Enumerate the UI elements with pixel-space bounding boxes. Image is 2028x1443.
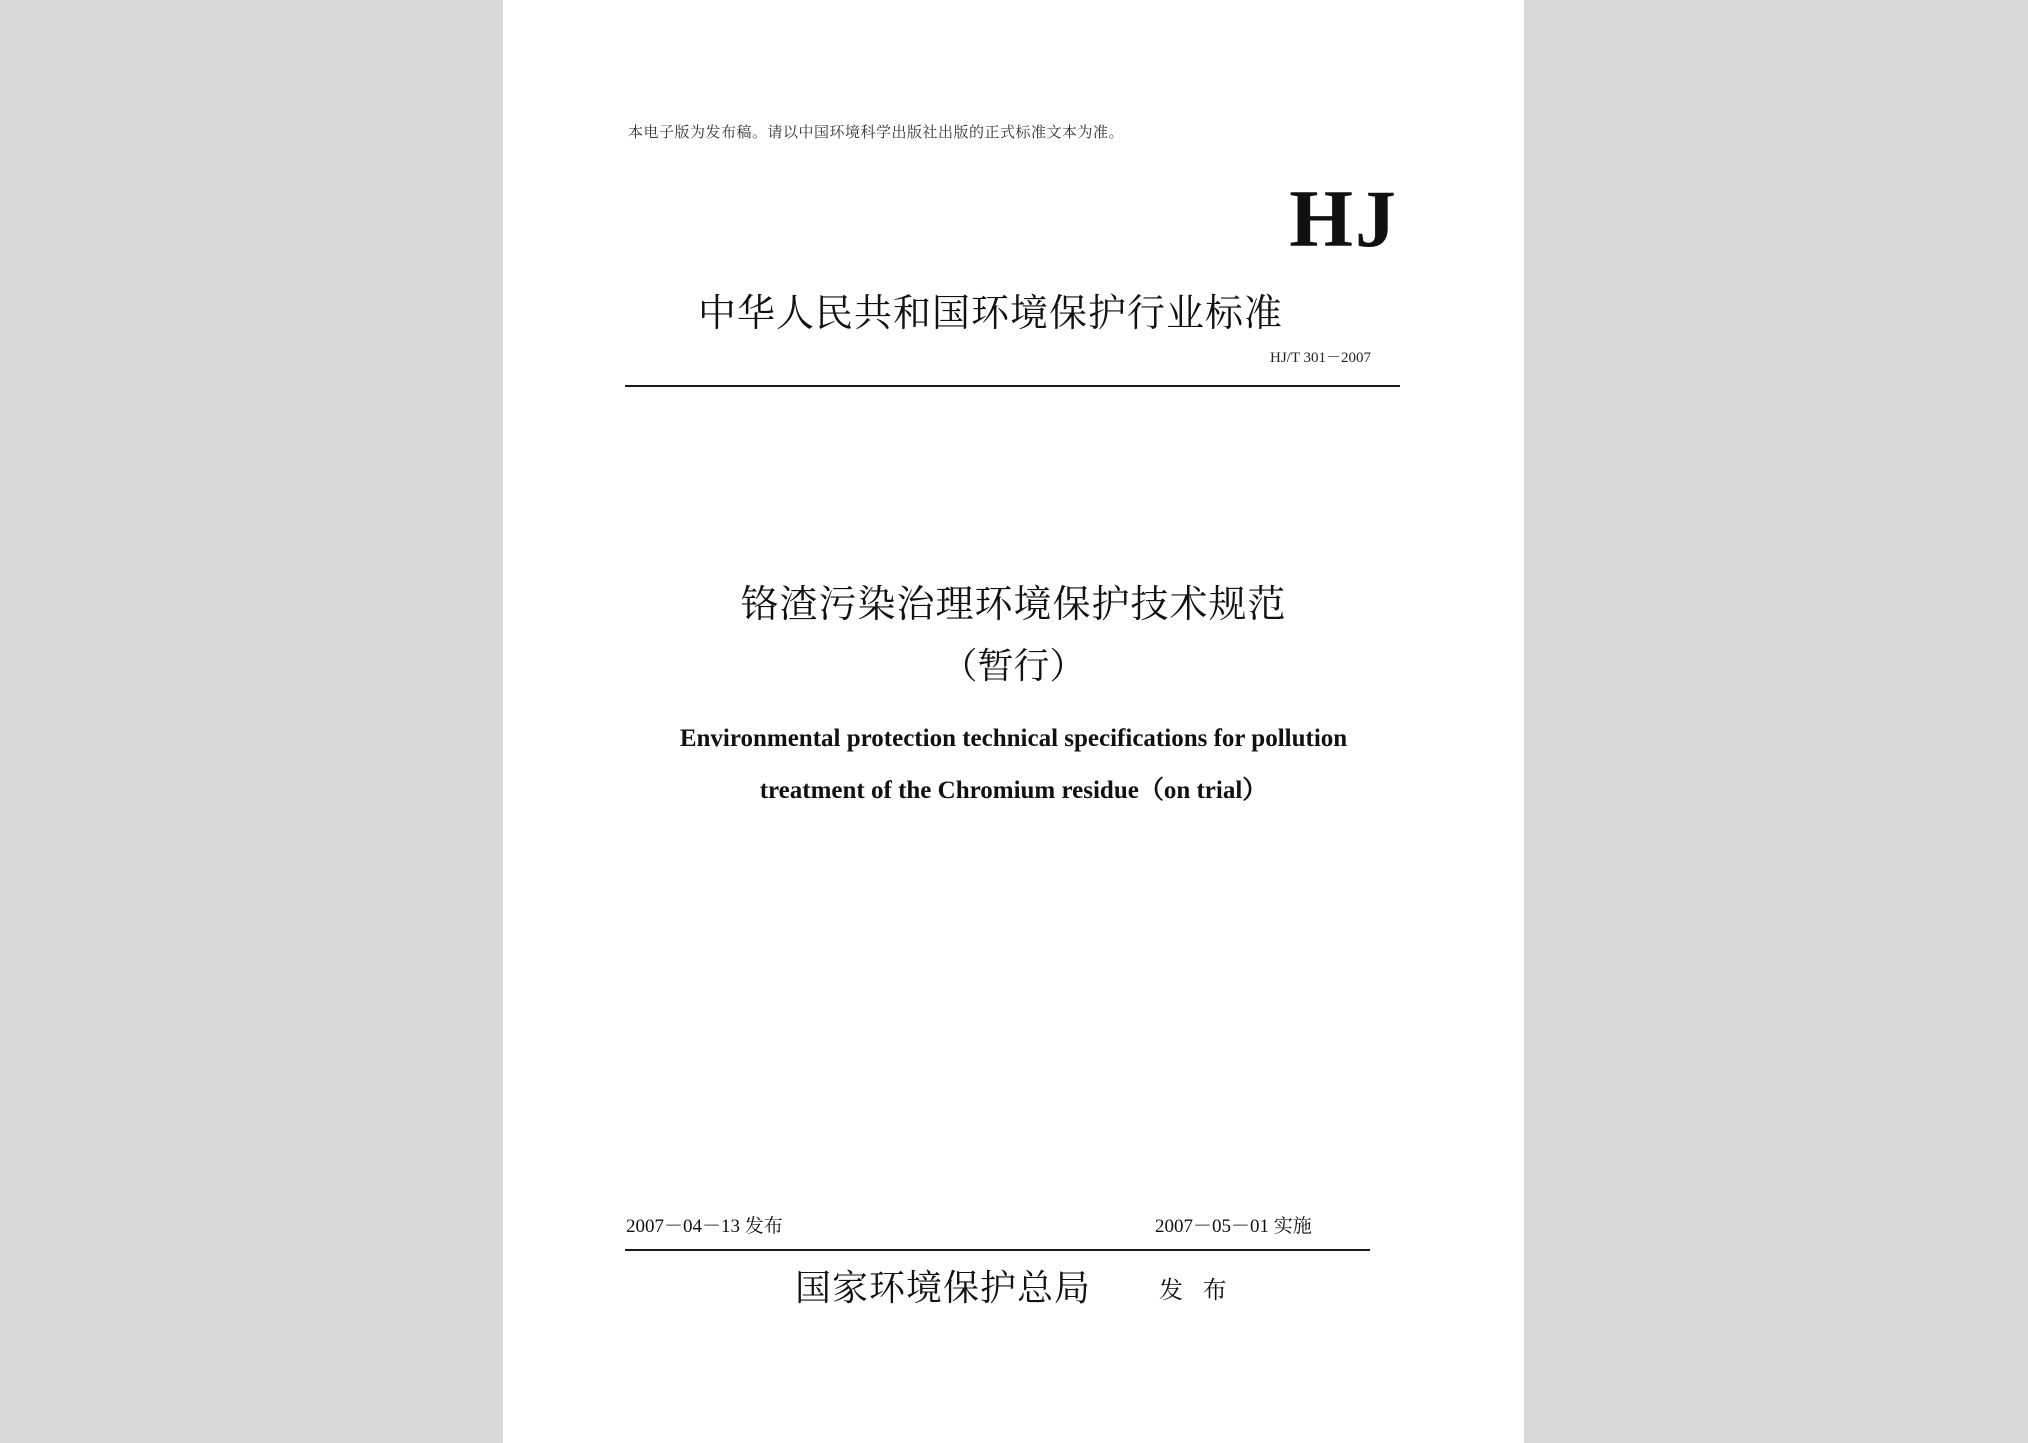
standard-number: HJ/T 301－2007 (1270, 350, 1371, 366)
hj-logo: HJ (1289, 173, 1398, 264)
document-title-cn-status: （暂行） (941, 646, 1086, 687)
issuer-action: 发 布 (1159, 1276, 1233, 1304)
standard-category: 中华人民共和国环境保护行业标准 (698, 291, 1284, 335)
issue-date: 2007－04－13 发布 (626, 1216, 783, 1237)
effective-date: 2007－05－01 实施 (1155, 1216, 1312, 1237)
document-title-en-line2: treatment of the Chromium residue（on trial） (759, 777, 1268, 804)
release-notice: 本电子版为发布稿。请以中国环境科学出版社出版的正式标准文本为准。 (628, 123, 1125, 141)
header-divider (625, 385, 1400, 387)
document-title-en-line1: Environmental protection technical specifications for pollution (679, 725, 1348, 752)
document-page (503, 0, 1524, 1443)
document-title-cn: 铬渣污染治理环境保护技术规范 (740, 582, 1287, 626)
footer-divider (625, 1249, 1370, 1251)
issuing-authority: 国家环境保护总局 (795, 1268, 1092, 1309)
